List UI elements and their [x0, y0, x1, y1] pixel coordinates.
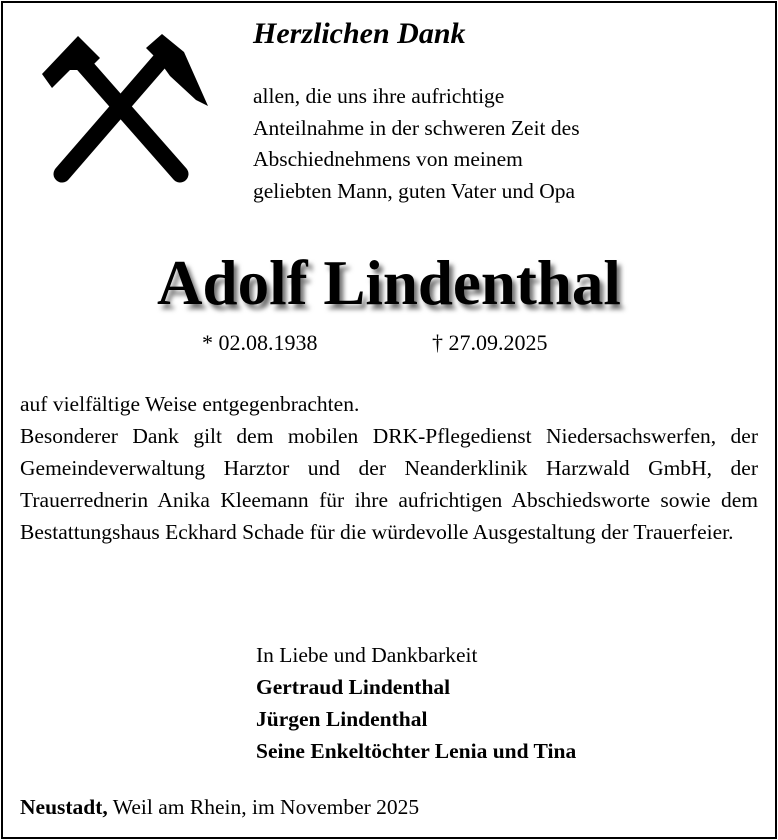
place-date-line	[20, 791, 419, 823]
intro-line: geliebten Mann, guten Vater und Opa	[253, 178, 576, 203]
intro-line: allen, die uns ihre aufrichtige	[253, 84, 505, 108]
closing-block	[256, 639, 576, 767]
signatory: Seine Enkeltöchter Lenia und Tina	[256, 739, 577, 763]
deceased-name: Adolf Lindenthal	[157, 248, 621, 318]
body-paragraph: Besonderer Dank gilt dem mobilen DRK-Pflegedienst Niedersachswerfen, der Gemeindeverwaltung Harztor und der Neanderklinik Harzwald GmbH, der Trauerrednerin Anika Kleemann für ihre aufrichtigen Abschiedsworte sowie dem Bestattungshaus Eckhard Schade für die würdevolle Ausgestaltung der Trauerfeier.	[20, 424, 758, 544]
signatory: Gertraud Lindenthal	[256, 675, 451, 699]
place-name: Neustadt,	[20, 795, 108, 819]
signatory: Jürgen Lindenthal	[256, 707, 428, 731]
intro-line: Anteilnahme in der schweren Zeit des	[253, 115, 580, 140]
hammer-and-pick-icon	[38, 30, 210, 188]
notice-heading: Herzlichen Dank	[253, 17, 466, 50]
birth-date: * 02.08.1938	[202, 330, 318, 355]
death-date: † 27.09.2025	[432, 330, 548, 355]
intro-text	[253, 81, 713, 207]
intro-line: Abschiednehmens von meinem	[253, 147, 523, 171]
closing-phrase: In Liebe und Dankbarkeit	[256, 643, 478, 667]
body-text	[20, 388, 758, 548]
place-date: Weil am Rhein, im November 2025	[107, 795, 420, 819]
body-first-line: auf vielfältige Weise entgegenbrachten.	[20, 392, 360, 416]
